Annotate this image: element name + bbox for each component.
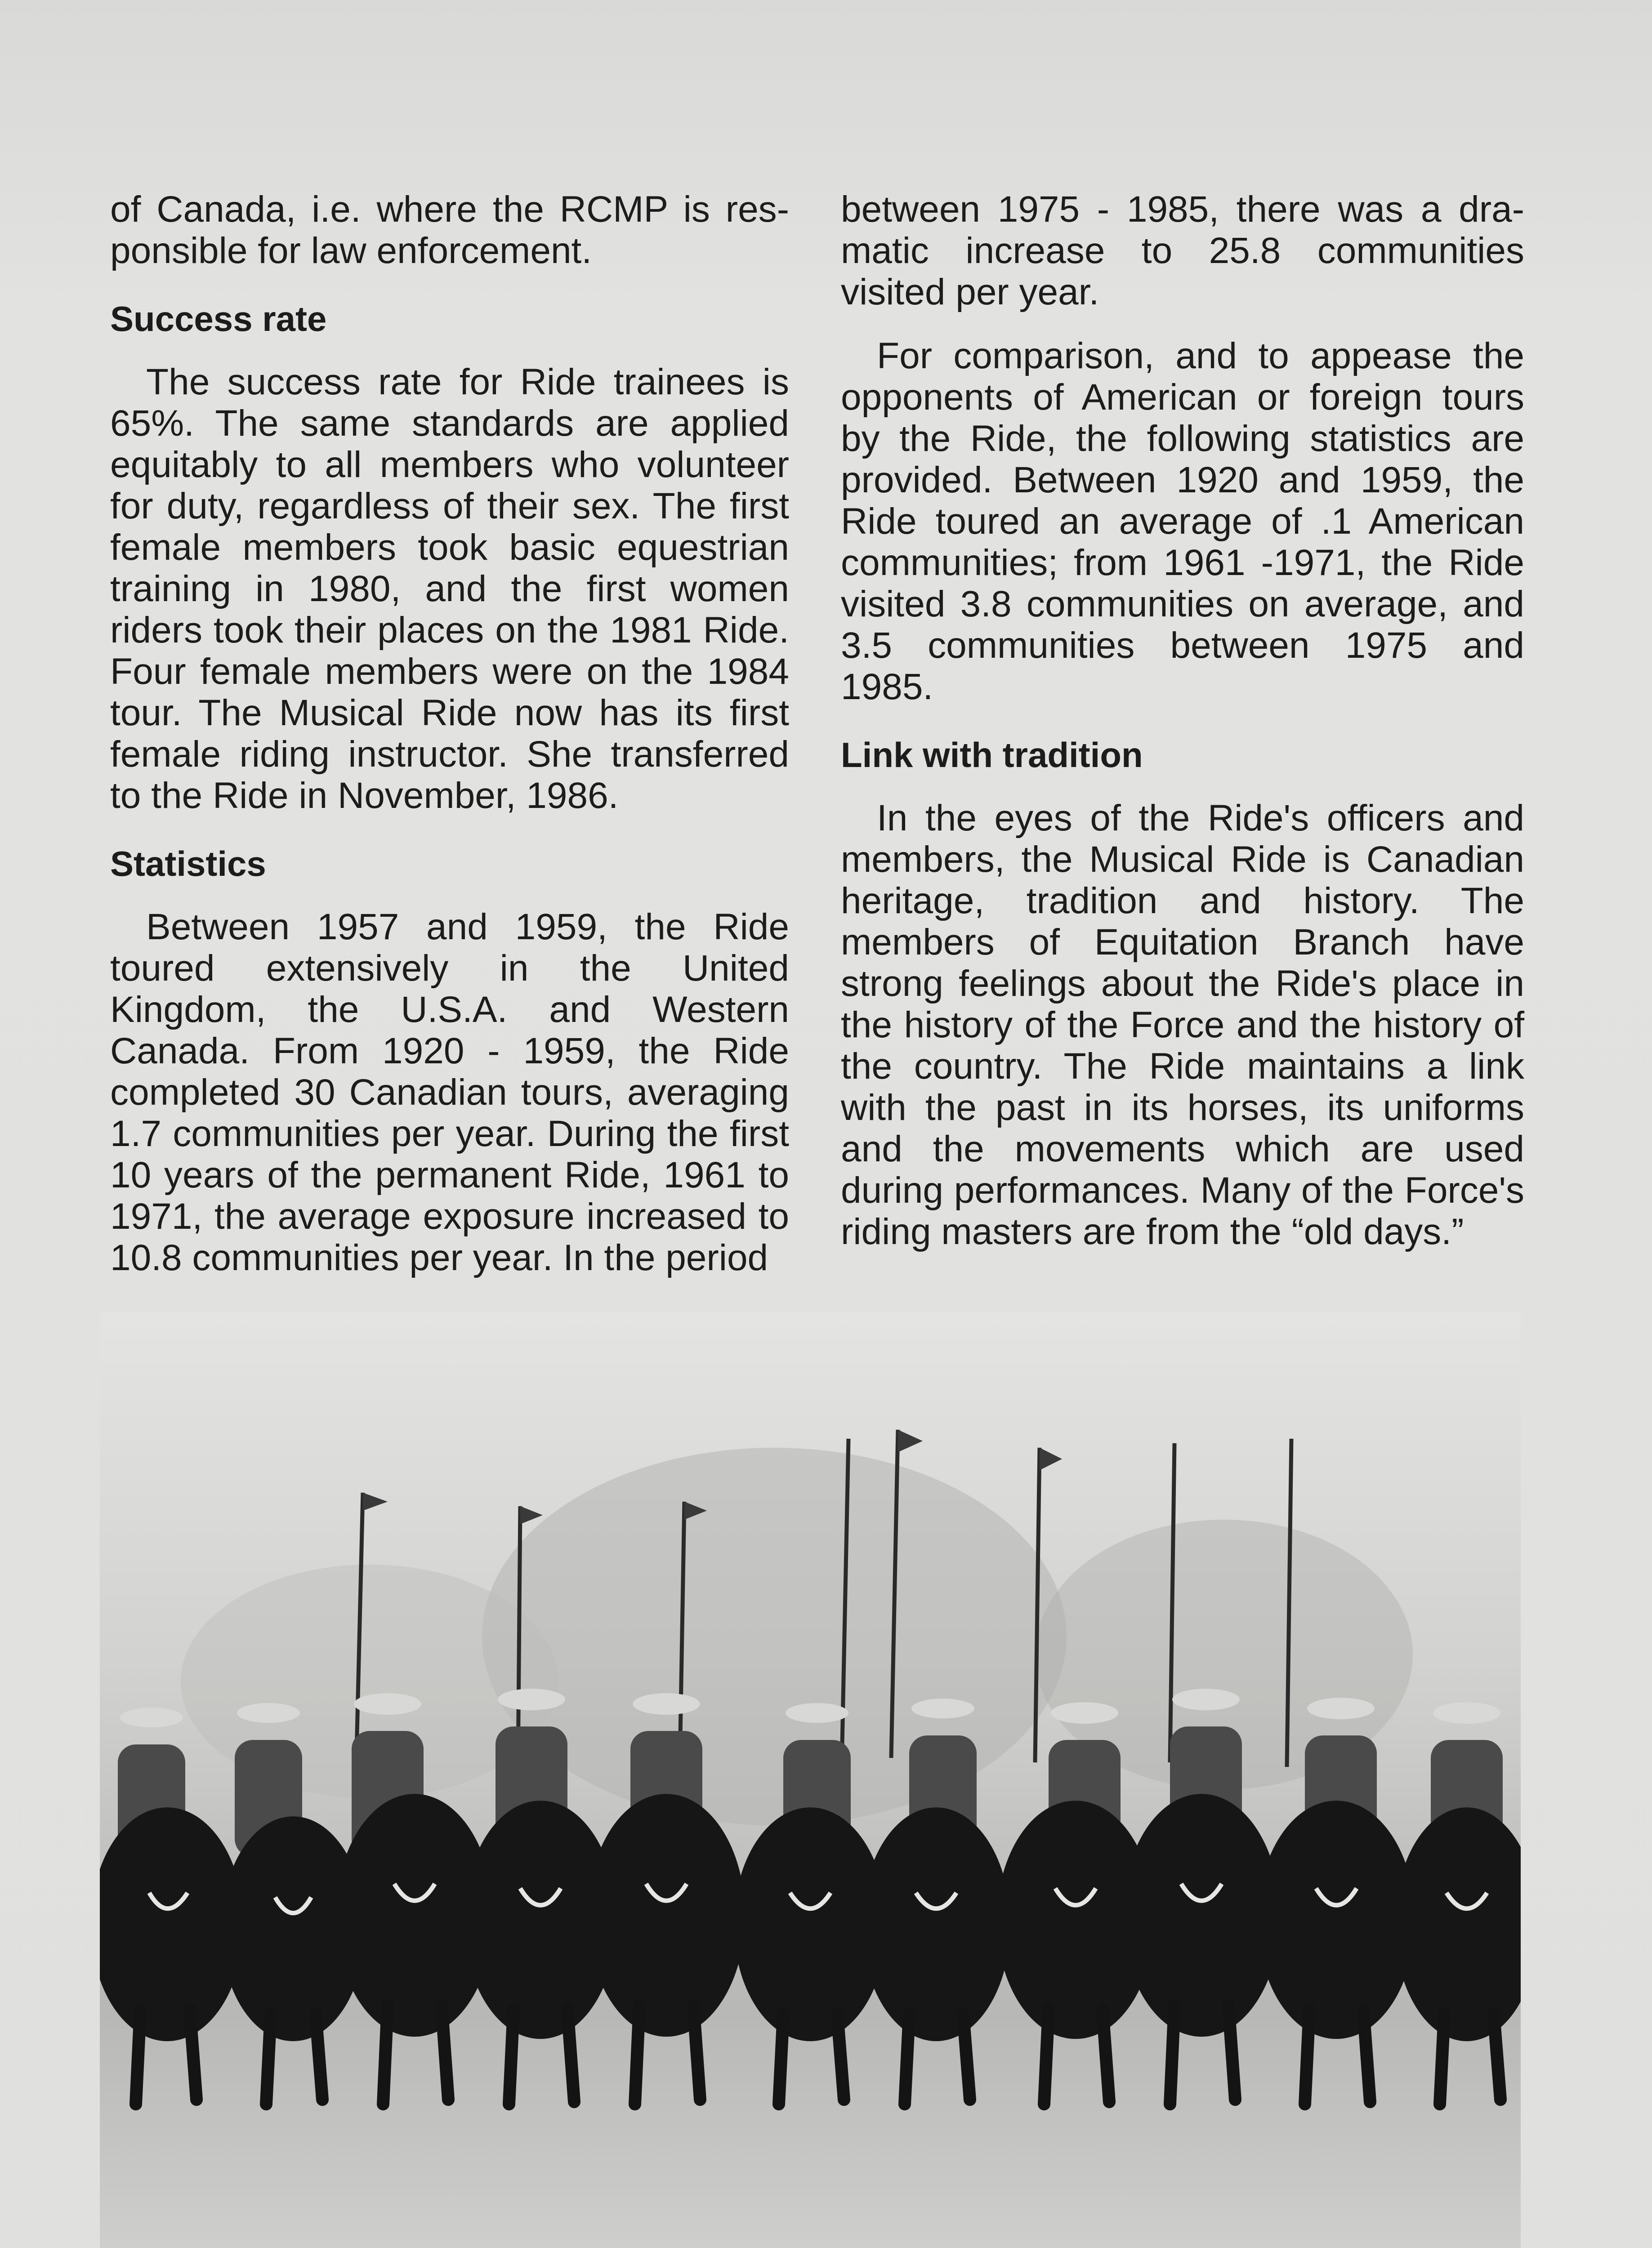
paragraph-tradition: In the eyes of the Ride's officers and members, the Musical Ride is Canadian heritage, tradition and history. The members of Equitation Branch have strong feelings about the Ride's place in the history of the Force and the history of the country. The Ride maintains a link with the past in its horses, its uniforms and the movements which are used during performances. Many of the Force's riding masters are from the “old days.”	[841, 798, 1524, 1252]
heading-success-rate: Success rate	[110, 299, 327, 339]
paragraph-comparison: For comparison, and to appease the opponents of American or foreign tours by the Ride, the following statistics are provided. Between 1920 and 1959, the Ride toured an average of .1 American communities; from 1961 -1971, the Ride visited 3.8 communities on average, and 3.5 communities between 1975 and 1985.	[841, 335, 1524, 707]
charge-photo-illustration	[100, 1313, 1521, 2248]
right-column	[841, 189, 1524, 1253]
paragraph-success-rate: The success rate for Ride trainees is 65%. The same standards are applied equitably to all members who volunteer for duty, regardless of their sex. The first female members took basic equestrian training in 1980, and the first women riders took their places on the 1981 Ride. Four female members were on the 1984 tour. The Musical Ride now has its first female riding instructor. She transferred to the Ride in November, 1986.	[110, 361, 789, 816]
paragraph-statistics: Between 1957 and 1959, the Ride toured extensively in the United Kingdom, the U.S.A. and Western Canada. From 1920 - 1959, the Ride completed 30 Canadian tours, averaging 1.7 communities per year. During the first 10 years of the permanent Ride, 1961 to 1971, the average exposure increased to 10.8 communities per year. In the period	[110, 906, 789, 1278]
paragraph-dramatic-increase: between 1975 - 1985, there was a dramatic increase to 25.8 communities visited per year.	[841, 189, 1524, 312]
musical-ride-charge-photo	[100, 1313, 1521, 2248]
heading-link-with-tradition: Link with tradition	[841, 735, 1143, 775]
paragraph-law-enforcement: of Canada, i.e. where the RCMP is responsible for law enforcement.	[110, 189, 789, 271]
heading-statistics: Statistics	[110, 844, 266, 883]
left-column	[110, 189, 789, 1279]
